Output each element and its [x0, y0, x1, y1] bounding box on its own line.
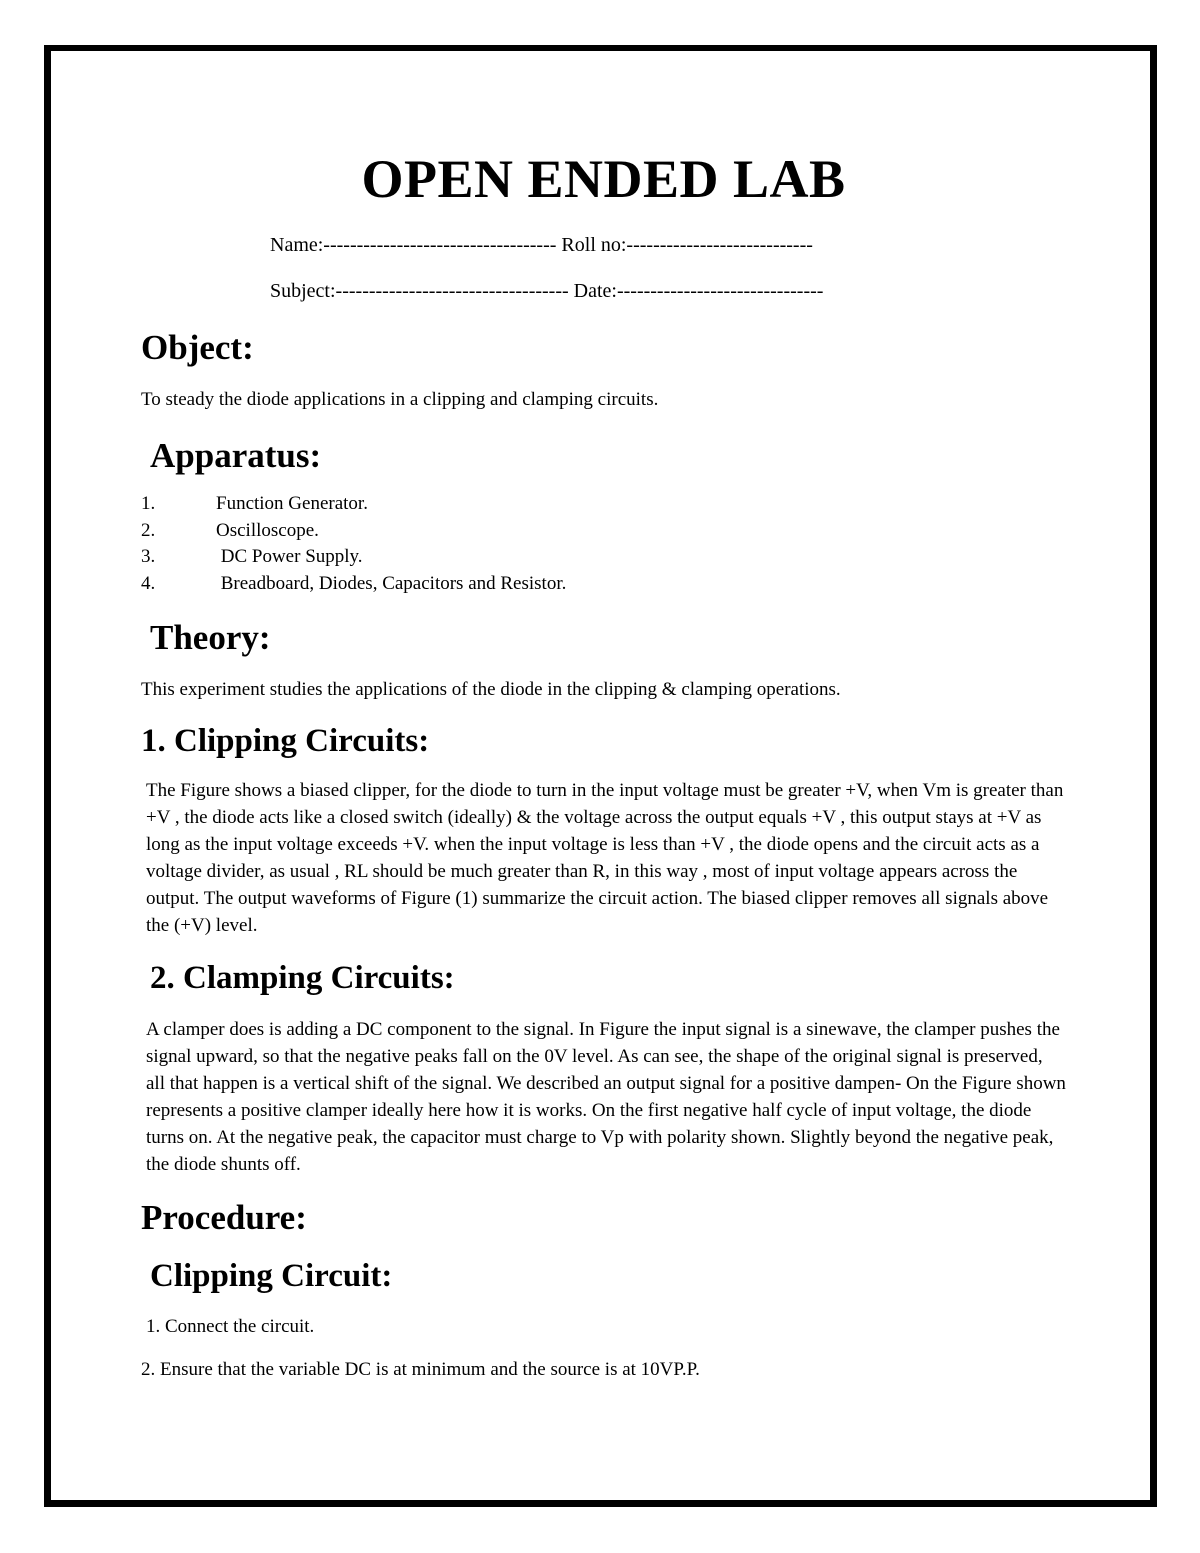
name-field-label: Name:----------------------------------- — [270, 234, 557, 256]
apparatus-item — [141, 571, 1066, 598]
object-text: To steady the diode applications in a clipping and clamping circuits. — [141, 388, 659, 410]
apparatus-item — [141, 544, 1066, 571]
apparatus-list — [141, 491, 1066, 597]
apparatus-item-number: 3. — [141, 546, 156, 567]
document-body — [141, 140, 1066, 1383]
procedure-step-2: 2. Ensure that the variable DC is at minimum and the source is at 10VP.P. — [141, 1358, 700, 1380]
apparatus-item-number: 4. — [141, 572, 156, 594]
apparatus-item-text: Function Generator. — [216, 493, 368, 514]
apparatus-item-number: 1. — [141, 493, 156, 514]
document-title: OPEN ENDED LAB — [361, 149, 846, 209]
clamping-circuits-heading: 2. Clamping Circuits: — [150, 959, 455, 996]
apparatus-item — [141, 491, 1066, 518]
apparatus-item-text: DC Power Supply. — [216, 546, 363, 567]
apparatus-item — [141, 518, 1066, 545]
clipping-circuit-subheading: Clipping Circuit: — [150, 1257, 393, 1294]
date-field-label: Date:------------------------------- — [573, 280, 824, 302]
roll-no-field-label: Roll no:---------------------------- — [561, 234, 813, 256]
theory-text: This experiment studies the applications of the diode in the clipping & clamping operations. — [141, 678, 841, 700]
clamping-circuits-text: A clamper does is adding a DC component to the signal. In Figure the input signal is a sinewave, the clamper pushes the signal upward, so that the negative peaks fall on the 0V level. As can see, the shape of the original signal is preserved, all that happen is a vertical shift of the signal. We described an output signal for a positive dampen- On the Figure shown represents a positive clamper ideally here how it is works. On the first negative half cycle of input voltage, the diode turns on. At the negative peak, the capacitor must charge to Vp with polarity shown. Slightly beyond the negative peak, the diode shunts off. — [146, 1019, 1066, 1176]
clipping-circuits-text: The Figure shows a biased clipper, for the diode to turn in the input voltage must be greater +V, when Vm is greater than +V , the diode acts like a closed switch (ideally) & the voltage across the output equals +V , this output stays at +V as long as the input voltage exceeds +V. when the input voltage is less than +V , the diode opens and the circuit acts as a voltage divider, as usual , RL should be much greater than R, in this way , most of input voltage appears across the output. The output waveforms of Figure (1) summarize the circuit action. The biased clipper removes all signals above the (+V) level. — [146, 779, 1064, 936]
procedure-heading: Procedure: — [141, 1198, 307, 1238]
apparatus-item-number: 2. — [141, 519, 156, 541]
apparatus-item-text: Breadboard, Diodes, Capacitors and Resistor. — [216, 572, 567, 594]
apparatus-item-text: Oscilloscope. — [216, 519, 319, 541]
apparatus-heading: Apparatus: — [150, 435, 322, 475]
subject-field-label: Subject:----------------------------------- — [270, 280, 569, 302]
subject-date-line — [270, 279, 1066, 303]
clipping-circuits-heading: 1. Clipping Circuits: — [141, 722, 430, 759]
procedure-step-1: 1. Connect the circuit. — [146, 1315, 315, 1337]
name-roll-line — [270, 233, 1066, 257]
theory-heading: Theory: — [150, 618, 271, 657]
object-heading: Object: — [141, 328, 254, 367]
